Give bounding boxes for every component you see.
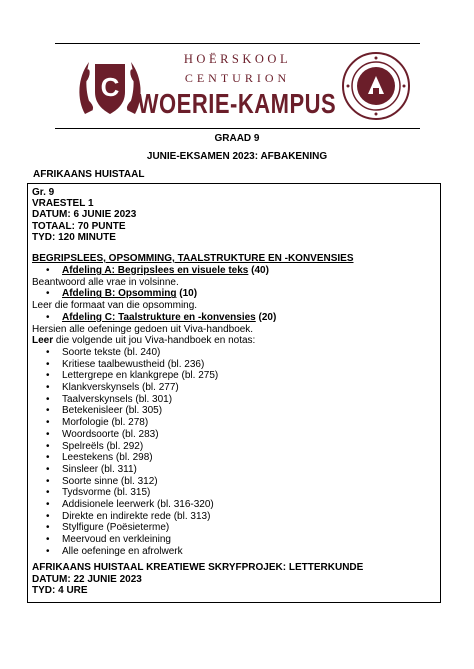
list-item: • Taalverskynsels (bl. 301) [32,394,432,406]
footer-block [32,562,363,597]
meta-time: TYD: 120 MINUTE [32,231,116,243]
list-item: • Kritiese taalbewustheid (bl. 236) [32,359,432,371]
list-item: • Morfologie (bl. 278) [32,417,432,429]
meta-date: DATUM: 6 JUNIE 2023 [32,209,137,221]
section-content [32,265,432,558]
section-b-title: Afdeling B: Opsomming [62,288,177,300]
school-seal-logo [340,50,412,122]
paper-meta [32,187,136,243]
section-b-marks: (10) [179,288,198,300]
list-item: • Stylfigure (Poësieterme) [32,522,432,534]
section-a-item [32,265,432,277]
footer-date: DATUM: 22 JUNIE 2023 [32,573,142,585]
list-item: • Klankverskynsels (bl. 277) [32,382,432,394]
section-a-title: Afdeling A: Begripslees en visuele teks [62,265,249,276]
list-item: • Direkte en indirekte rede (bl. 313) [32,511,432,523]
learn-rest: die volgende uit jou Viva-handboek en notas: [53,335,256,347]
list-item: • Woordsoorte (bl. 283) [32,429,432,441]
section-c-item [32,312,432,324]
grade-title: GRAAD 9 [214,133,260,144]
section-c-note2 [32,335,432,347]
school-name-line1: HOËRSKOOL [183,52,292,66]
list-item: • Spelreëls (bl. 292) [32,441,432,453]
crest-letter: C [100,72,120,102]
list-item: • Soorte sinne (bl. 312) [32,476,432,488]
list-item: • Alle oefeninge en afrolwerk [32,546,432,558]
list-item: • Addisionele leerwerk (bl. 316-320) [32,499,432,511]
learn-word: Leer [32,335,54,347]
list-item: • Soorte tekste (bl. 240) [32,347,432,359]
section-c-note1: Hersien alle oefeninge gedoen uit Viva-handboek. [32,323,254,335]
footer-time: TYD: 4 URE [32,585,88,596]
school-name-line2: CENTURION [184,71,291,85]
section-b-item [32,288,432,300]
subject-heading: AFRIKAANS HUISTAAL [33,169,145,180]
list-item: • Betekenisleer (bl. 305) [32,405,432,417]
list-item: • Meervoud en verkleining [32,534,432,546]
section-a-note: Beantwoord alle vrae in volsinne. [32,276,179,288]
campus-name: WOERIE-KAMPUS [137,88,337,120]
section-c-title: Afdeling C: Taalstrukture en -konvensies [62,311,256,323]
exam-title: JUNIE-EKSAMEN 2023: AFBAKENING [146,151,328,162]
meta-paper: VRAESTEL 1 [32,198,94,210]
section-title: BEGRIPSLEES, OPSOMMING, TAALSTRUKTURE EN -KONVENSIES [32,253,354,264]
meta-total: TOTAAL: 70 PUNTE [32,220,126,232]
list-item: • Leestekens (bl. 298) [32,452,432,464]
section-c-marks: (20) [258,311,277,323]
school-header [55,43,420,129]
section-b-note: Leer die formaat van die opsomming. [32,300,198,312]
footer-project: AFRIKAANS HUISTAAL KREATIEWE SKRYFPROJEK: LETTERKUNDE [32,562,364,573]
list-item: • Lettergrepe en klankgrepe (bl. 275) [32,370,432,382]
list-item: • Sinsleer (bl. 311) [32,464,432,476]
meta-grade: Gr. 9 [32,187,55,198]
section-a-marks: (40) [251,265,269,276]
school-crest-logo [75,50,145,122]
list-item: • Tydsvorme (bl. 315) [32,487,432,499]
